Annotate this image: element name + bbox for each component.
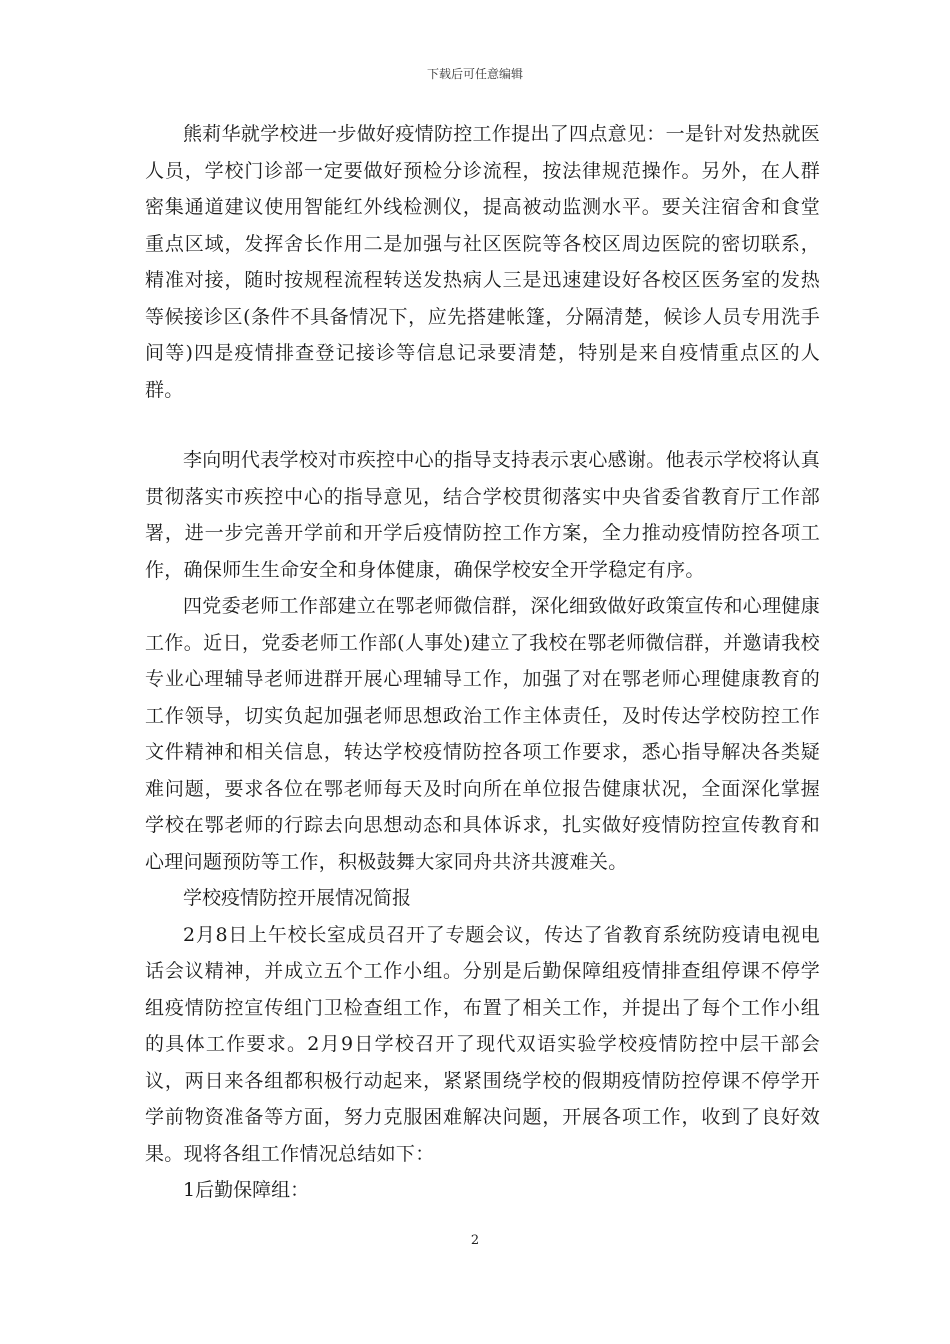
paragraph-briefing: 2月8日上午校长室成员召开了专题会议，传达了省教育系统防疫请电视电话会议精神，并成立五个工作小组。分别是后勤保障组疫情排查组停课不停学组疫情防控宣传组门卫检查组工作，布置了相关工作，并提出了每个工作小组的具体工作要求。2月9日学校召开了现代双语实验学校疫情防控中层干部会议，两日来各组都积极行动起来，紧紧围绕学校的假期疫情防控停课不停学开学前物资准备等方面，努力克服困难解决问题，开展各项工作，收到了良好效果。现将各组工作情况总结如下： <box>145 923 820 1165</box>
section-heading: 学校疫情防控开展情况简报 <box>183 887 412 909</box>
page-header: 下载后可任意编辑 <box>426 67 523 81</box>
subsection-heading: 1后勤保障组： <box>183 1179 310 1201</box>
document-body <box>145 116 820 1209</box>
page-number: 2 <box>470 1233 480 1248</box>
paragraph-wechat-group: 四党委老师工作部建立在鄂老师微信群，深化细致做好政策宣传和心理健康工作。近日，党委老师工作部(人事处)建立了我校在鄂老师微信群，并邀请我校专业心理辅导老师进群开展心理辅导工作，加强了对在鄂老师心理健康教育的工作领导，切实负起加强老师思想政治工作主体责任，及时传达学校防控工作文件精神和相关信息，转达学校疫情防控各项工作要求，悉心指导解决各类疑难问题，要求各位在鄂老师每天及时向所在单位报告健康状况，全面深化掌握学校在鄂老师的行踪去向思想动态和具体诉求，扎实做好疫情防控宣传教育和心理问题预防等工作，积极鼓舞大家同舟共济共渡难关。 <box>145 595 820 873</box>
paragraph-suggestions: 熊莉华就学校进一步做好疫情防控工作提出了四点意见：一是针对发热就医人员，学校门诊部一定要做好预检分诊流程，按法律规范操作。另外，在人群密集通道建议使用智能红外线检测仪，提高被动监测水平。要关注宿舍和食堂重点区域，发挥舍长作用二是加强与社区医院等各校区周边医院的密切联系，精准对接，随时按规程流程转送发热病人三是迅速建设好各校区医务室的发热等候接诊区(条件不具备情况下，应先搭建帐篷，分隔清楚，候诊人员专用洗手间等)四是疫情排查登记接诊等信息记录要清楚，特别是来自疫情重点区的人群。 <box>145 123 820 401</box>
paragraph-thanks: 李向明代表学校对市疾控中心的指导支持表示衷心感谢。他表示学校将认真贯彻落实市疾控中心的指导意见，结合学校贯彻落实中央省委省教育厅工作部署，进一步完善开学前和开学后疫情防控工作方案，全力推动疫情防控各项工作，确保师生生命安全和身体健康，确保学校安全开学稳定有序。 <box>145 449 820 581</box>
